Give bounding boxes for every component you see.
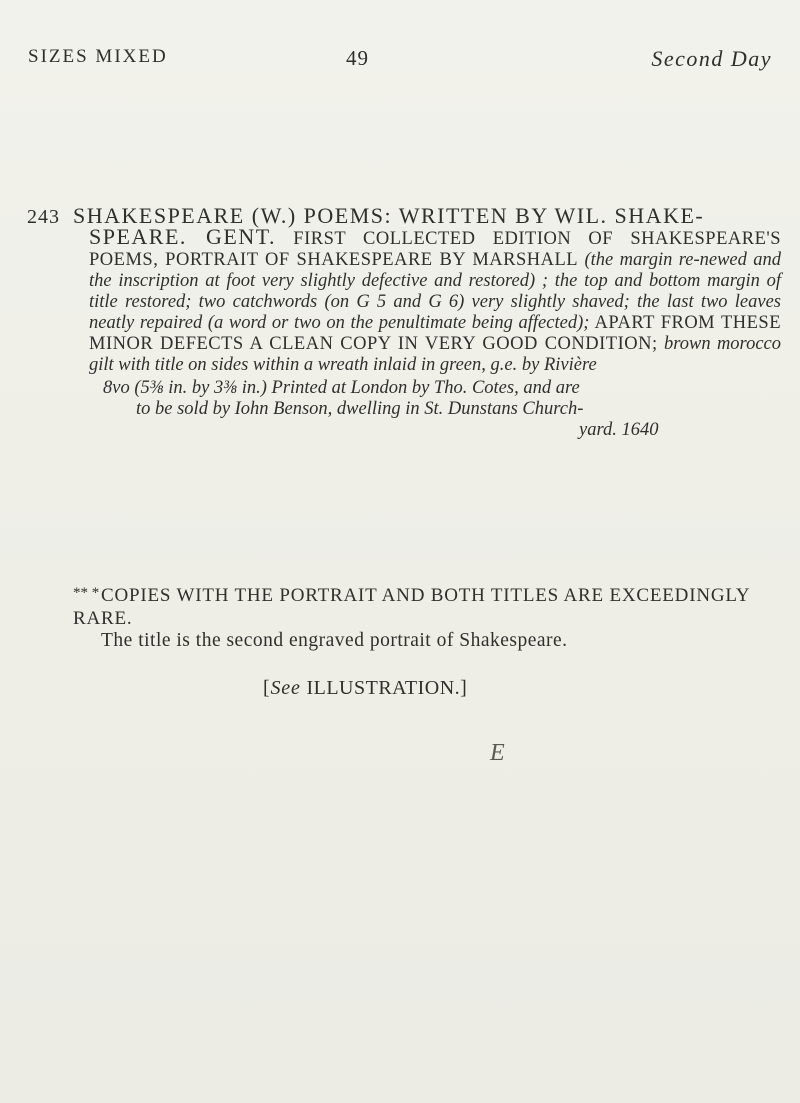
page-number: 49 xyxy=(346,46,369,70)
portrait-note: The title is the second engraved portrait of Shakespeare. xyxy=(101,630,568,651)
lot-heading: SHAKESPEARE (W.) POEMS: WRITTEN BY WIL. SHAKE- xyxy=(73,203,705,228)
asterisk-mark: ** * xyxy=(73,585,100,601)
illustration-label: ILLUSTRATION. xyxy=(306,677,461,699)
signature-mark: E xyxy=(490,740,505,766)
lot-body xyxy=(73,205,781,441)
rarity-note xyxy=(73,585,781,651)
description-part: FIRST COLLECTED EDITION OF SHAKESPEARE'S POEMS, PORTRAIT OF SHAKESPEARE BY MARSHALL xyxy=(89,229,781,270)
sale-day: Second Day xyxy=(651,46,772,71)
description-part: SPEARE. GENT. xyxy=(89,224,277,249)
imprint-line: yard. 1640 xyxy=(579,420,659,440)
imprint-line: 8vo (5⅜ in. by 3⅜ in.) Printed at London by Tho. Cotes, and are xyxy=(103,378,580,398)
lot-description xyxy=(89,226,781,376)
see-word: See xyxy=(270,677,301,699)
running-header xyxy=(28,46,772,80)
description-part: (the margin re-newed and the inscription at foot very slightly defective and restored) ; the top and bottom margin of title restored; two catchwords (on G 5 and G 6) very slightly shaved; the last two leaves neatly repaired (a word or two on the penultimate being affected); xyxy=(89,250,781,333)
imprint-line: to be sold by Iohn Benson, dwelling in St. Dunstans Church- xyxy=(136,399,584,419)
lot-number: 243 xyxy=(27,206,60,228)
imprint xyxy=(89,378,781,441)
section-title: SIZES MIXED xyxy=(28,46,168,67)
rarity-statement: COPIES WITH THE PORTRAIT AND BOTH TITLES ARE EXCEEDINGLY RARE. xyxy=(73,585,750,629)
illustration-reference: [See ILLUSTRATION.] xyxy=(263,677,468,699)
description-part: APART FROM THESE MINOR DEFECTS A CLEAN COPY IN VERY GOOD CONDITION; xyxy=(89,313,781,354)
description-part: brown morocco gilt with title on sides within a wreath inlaid in green, g.e. by Rivière xyxy=(89,334,781,375)
